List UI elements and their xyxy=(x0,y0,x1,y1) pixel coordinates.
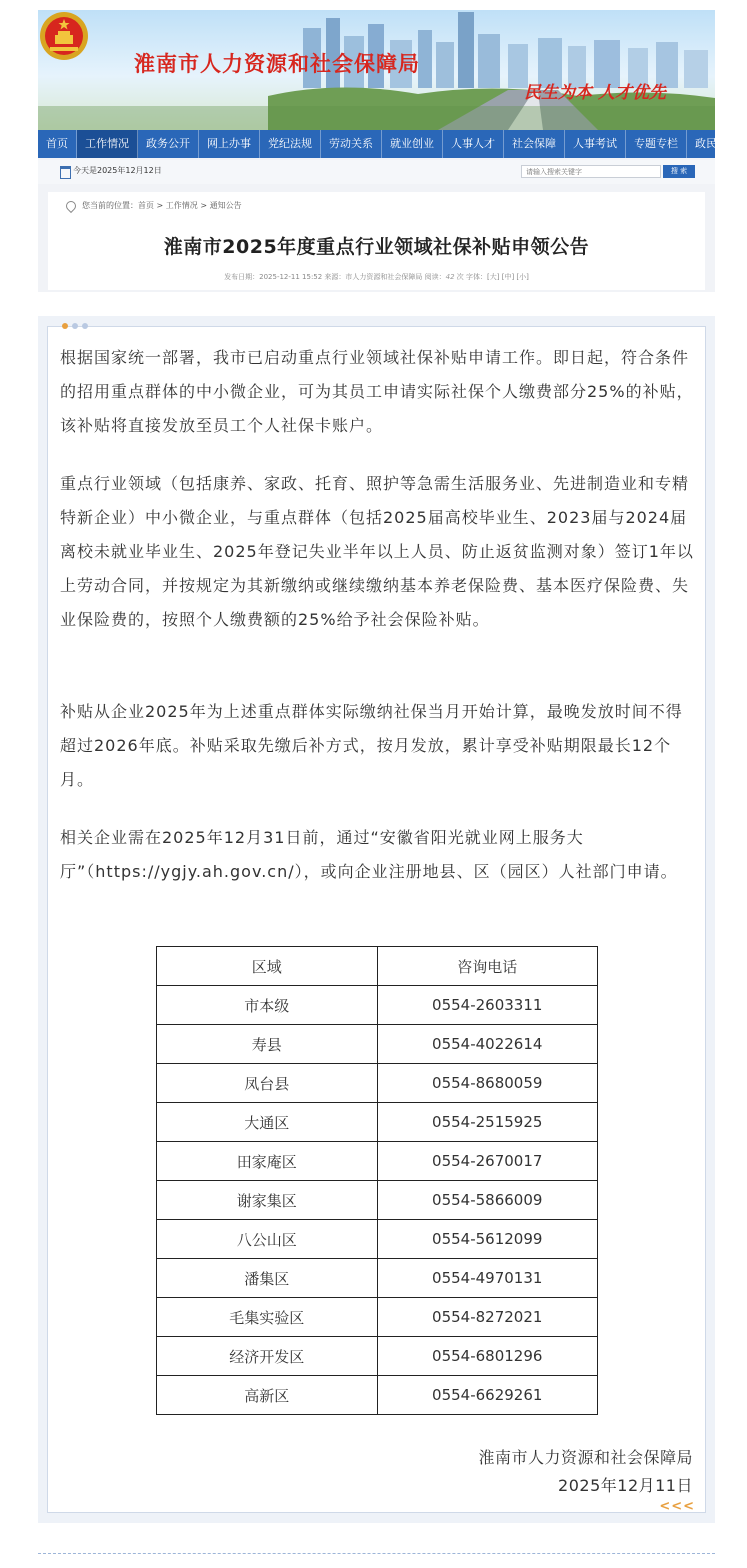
region-cell: 八公山区 xyxy=(157,1220,378,1259)
table-row xyxy=(157,1103,598,1142)
nav-item-online-service[interactable]: 网上办事 xyxy=(199,130,260,158)
phone-cell: 0554-4022614 xyxy=(377,1025,598,1064)
table-row xyxy=(157,1376,598,1415)
article-meta xyxy=(48,272,705,282)
decorative-dots xyxy=(62,323,88,329)
region-cell: 经济开发区 xyxy=(157,1337,378,1376)
view-count: 42 xyxy=(445,273,455,281)
nav-item-work[interactable]: 工作情况 xyxy=(77,130,138,158)
phone-cell: 0554-5612099 xyxy=(377,1220,598,1259)
site-title: 淮南市人力资源和社会保障局 xyxy=(134,52,420,76)
signature-date: 2025年12月11日 xyxy=(558,1476,693,1495)
region-cell: 毛集实验区 xyxy=(157,1298,378,1337)
region-cell: 凤台县 xyxy=(157,1064,378,1103)
article-body-card xyxy=(38,316,715,1523)
nav-item-talent[interactable]: 人事人才 xyxy=(443,130,504,158)
phone-cell: 0554-6629261 xyxy=(377,1376,598,1415)
paragraph-eligibility: 重点行业领域（包括康养、家政、托育、照护等急需生活服务业、先进制造业和专精特新企业）中小微企业，与重点群体（包括2025届高校毕业生、2023届与2024届离校未就业毕业生、2025年登记失业半年以上人员、防止返贫监测对象）签订1年以上劳动合同，并按规定为其新缴纳或继续缴纳基本养老保险费、基本医疗保险费、失业保险费的，按照个人缴费额的25%给予社会保险补贴。 xyxy=(60,474,694,629)
region-cell: 寿县 xyxy=(157,1025,378,1064)
region-cell: 谢家集区 xyxy=(157,1181,378,1220)
national-emblem-icon xyxy=(38,10,90,62)
phone-cell: 0554-5866009 xyxy=(377,1181,598,1220)
nav-item-employment[interactable]: 就业创业 xyxy=(382,130,443,158)
nav-item-topics[interactable]: 专题专栏 xyxy=(626,130,687,158)
info-bar xyxy=(38,160,715,184)
calendar-icon xyxy=(60,166,71,179)
nav-item-labor-relations[interactable]: 劳动关系 xyxy=(321,130,382,158)
phone-cell: 0554-2603311 xyxy=(377,986,598,1025)
today-date: 今天是2025年12月12日 xyxy=(73,166,162,175)
paragraph-intro: 根据国家统一部署，我市已启动重点行业领域社保补贴申请工作。即日起，符合条件的招用重点群体的中小微企业，可为其员工申请实际社保个人缴费部分25%的补贴，该补贴将直接发放至员工个人社保卡账户。 xyxy=(60,348,694,435)
table-row xyxy=(157,1337,598,1376)
site-screenshot xyxy=(38,10,739,292)
footer-divider xyxy=(38,1553,715,1554)
site-slogan: 民生为本 人才优先 xyxy=(524,83,666,103)
phone-cell: 0554-6801296 xyxy=(377,1337,598,1376)
main-nav xyxy=(38,130,739,158)
table-row xyxy=(157,1220,598,1259)
article-title: 淮南市2025年度重点行业领域社保补贴申领公告 xyxy=(163,236,590,258)
phone-cell: 0554-8272021 xyxy=(377,1298,598,1337)
nav-item-gov-info[interactable]: 政务公开 xyxy=(138,130,199,158)
article-body xyxy=(47,326,706,1513)
paragraph-application: 相关企业需在2025年12月31日前，通过“安徽省阳光就业网上服务大厅”（https://ygjy.ah.gov.cn/），或向企业注册地县、区（园区）人社部门申请。 xyxy=(60,828,678,881)
phone-cell: 0554-4970131 xyxy=(377,1259,598,1298)
table-row xyxy=(157,1298,598,1337)
table-row xyxy=(157,986,598,1025)
column-header-region: 区域 xyxy=(157,947,378,986)
table-row xyxy=(157,1064,598,1103)
signature-organization: 淮南市人力资源和社会保障局 xyxy=(478,1448,693,1467)
region-cell: 潘集区 xyxy=(157,1259,378,1298)
site-banner xyxy=(38,10,715,130)
phone-cell: 0554-2515925 xyxy=(377,1103,598,1142)
region-cell: 市本级 xyxy=(157,986,378,1025)
nav-item-exams[interactable]: 人事考试 xyxy=(565,130,626,158)
phone-cell: 0554-2670017 xyxy=(377,1142,598,1181)
search-input[interactable] xyxy=(521,165,661,178)
phone-cell: 0554-8680059 xyxy=(377,1064,598,1103)
region-cell: 高新区 xyxy=(157,1376,378,1415)
region-cell: 大通区 xyxy=(157,1103,378,1142)
table-row xyxy=(157,1025,598,1064)
location-pin-icon xyxy=(64,199,78,213)
region-cell: 田家庵区 xyxy=(157,1142,378,1181)
table-row xyxy=(157,1259,598,1298)
table-row xyxy=(157,1181,598,1220)
breadcrumb[interactable]: 您当前的位置：首页 > 工作情况 > 通知公告 xyxy=(82,201,242,210)
nav-item-interaction[interactable]: 政民互动 xyxy=(695,137,739,150)
column-header-phone: 咨询电话 xyxy=(377,947,598,986)
meta-font-size-controls[interactable]: 次 字体：[大] [中] [小] xyxy=(454,273,529,281)
search-button[interactable]: 搜 索 xyxy=(663,165,695,178)
article-header xyxy=(48,192,705,290)
back-arrows-icon[interactable]: <<< xyxy=(659,1499,695,1514)
nav-item-home[interactable]: 首页 xyxy=(38,130,77,158)
table-row xyxy=(157,1142,598,1181)
paragraph-duration: 补贴从企业2025年为上述重点群体实际缴纳社保当月开始计算，最晚发放时间不得超过2026年底。补贴采取先缴后补方式，按月发放，累计享受补贴期限最长12个月。 xyxy=(60,702,683,789)
meta-publish-info: 发布日期：2025-12-11 15:52 来源：市人力资源和社会保障局 阅读： xyxy=(224,273,446,281)
nav-item-regulations[interactable]: 党纪法规 xyxy=(260,130,321,158)
contact-table xyxy=(156,946,598,1415)
nav-item-social-security[interactable]: 社会保障 xyxy=(504,130,565,158)
table-header-row xyxy=(157,947,598,986)
